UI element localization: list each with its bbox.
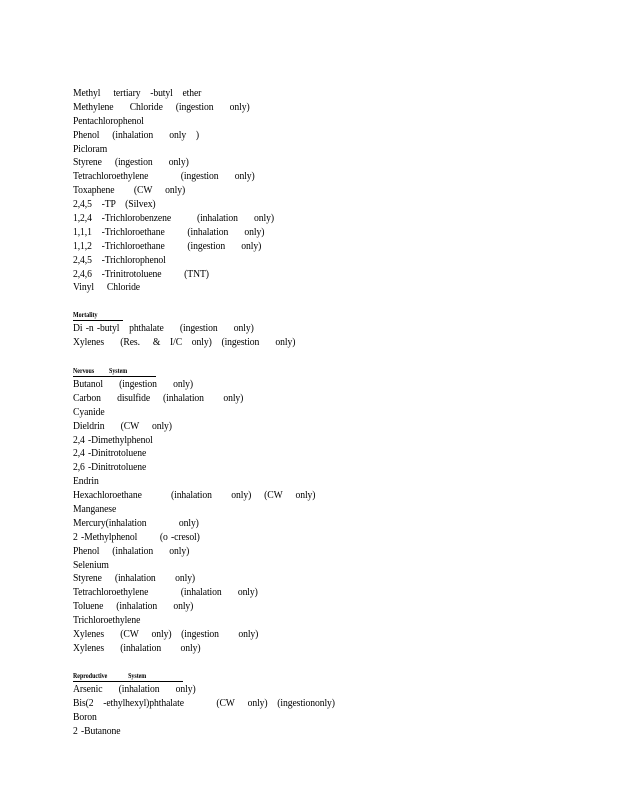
list-item: Cyanide: [73, 406, 105, 418]
list-item: Vinyl Chloride: [73, 282, 141, 294]
section-heading: Nervous System: [73, 367, 128, 375]
list-item: Toxaphene (CW only): [73, 185, 186, 197]
list-item: Bis(2 -ethylhexyl)phthalate (CW only) (ingestiononly): [73, 697, 335, 709]
list-item: Boron: [73, 711, 97, 723]
list-item: 2,4 -Dinitrotoluene: [73, 448, 147, 460]
list-item: Methylene Chloride (ingestion only): [73, 101, 250, 113]
list-item: 1,1,2 -Trichloroethane (ingestion only): [73, 240, 262, 252]
list-item: 1,2,4 -Trichlorobenzene (inhalation only): [73, 213, 274, 225]
list-item: Styrene (ingestion only): [73, 157, 189, 169]
list-item: 2,4,5 -TP (Silvex): [73, 199, 156, 211]
list-item: Tetrachloroethylene (ingestion only): [73, 171, 255, 183]
list-item: Xylenes (CW only) (ingestion only): [73, 629, 259, 641]
list-item: 2,4 -Dimethylphenol: [73, 434, 153, 446]
list-item: Toluene (inhalation only): [73, 601, 194, 613]
list-item: Manganese: [73, 504, 117, 516]
list-item: 2,6 -Dinitrotoluene: [73, 462, 147, 474]
mortality-section: [73, 311, 593, 350]
list-item: Methyl tertiary -butyl ether: [73, 88, 202, 99]
list-item: Arsenic (inhalation only): [73, 684, 196, 695]
list-item: Di -n -butyl phthalate (ingestion only): [73, 323, 254, 334]
list-item: 2 -Methylphenol (o -cresol): [73, 531, 200, 543]
list-item: 1,1,1 -Trichloroethane (inhalation only): [73, 226, 265, 238]
list-item: Dieldrin (CW only): [73, 420, 172, 432]
list-item: Butanol (ingestion only): [73, 379, 194, 390]
list-item: Mercury(inhalation only): [73, 517, 199, 529]
list-item: Xylenes (inhalation only): [73, 642, 201, 654]
list-item: Phenol (inhalation only ): [73, 129, 199, 141]
section-heading: Mortality: [73, 311, 98, 319]
list-item: Hexachloroethane (inhalation only) (CW only): [73, 490, 316, 502]
section-heading: Reproductive System: [73, 672, 147, 680]
heading-underline: [73, 681, 183, 682]
reproductive-system-section: [73, 672, 593, 739]
list-item: Styrene (inhalation only): [73, 573, 196, 585]
list-item: Xylenes (Res. & I/C only) (ingestion only): [73, 336, 296, 348]
list-item: Selenium: [73, 559, 109, 571]
chemical-list-general: [73, 87, 593, 295]
list-item: 2,4,5 -Trichlorophenol: [73, 254, 166, 266]
list-item: Endrin: [73, 476, 99, 488]
list-item: Pentachlorophenol: [73, 115, 144, 127]
list-item: 2 -Butanone: [73, 725, 121, 737]
list-item: 2,4,6 -Trinitrotoluene (TNT): [73, 268, 209, 280]
list-item: Tetrachloroethylene (inhalation only): [73, 587, 258, 599]
list-item: Carbon disulfide (inhalation only): [73, 392, 244, 404]
nervous-system-section: [73, 367, 593, 656]
list-item: Trichloroethylene: [73, 615, 141, 627]
heading-underline: [73, 376, 156, 377]
list-item: Phenol (inhalation only): [73, 545, 190, 557]
list-item: Picloram: [73, 143, 108, 155]
heading-underline: [73, 320, 123, 321]
